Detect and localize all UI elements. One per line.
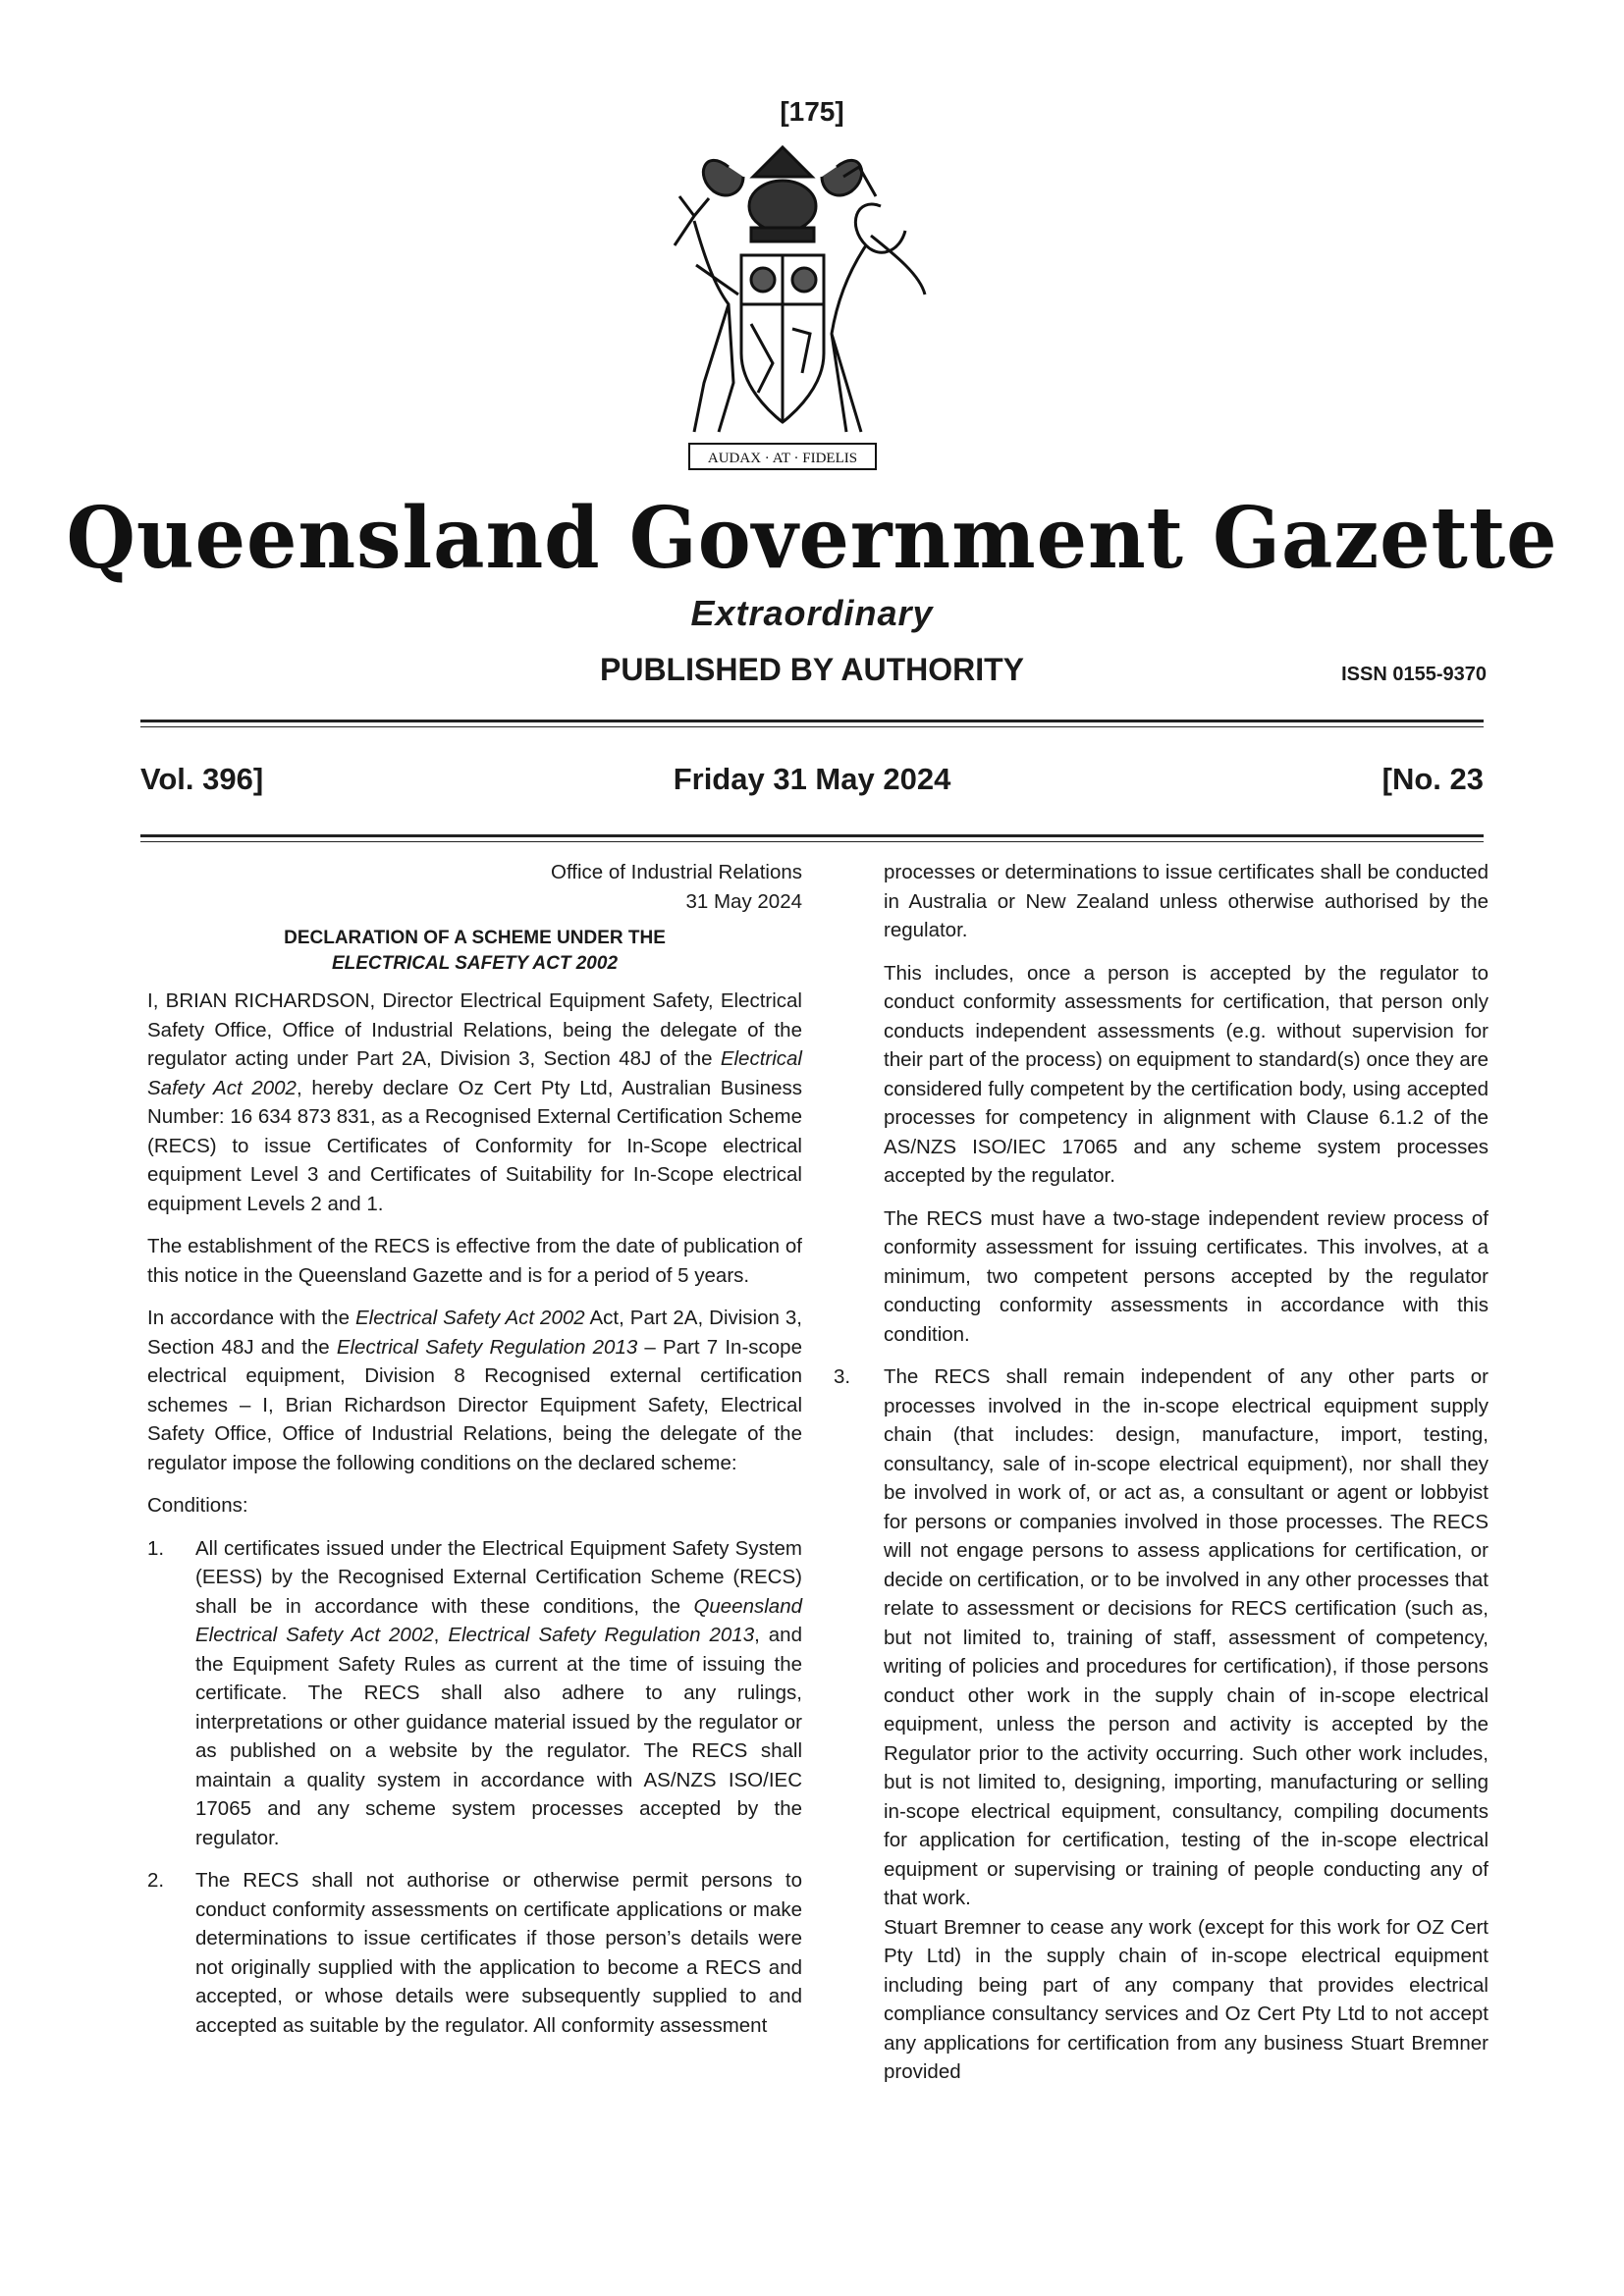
paragraph-accordance: In accordance with the Electrical Safety Act 2002 Act, Part 2A, Division 3, Section 48J and the Electrical Safety Regulation 2013 – Part 7 In-scope electrical equipment, Division 8 Recognised external certification schemes – I, Brian Richardson Director Equipment Safety, Electrical Safety Office, Office of Industrial Relations, being the delegate of the regulator impose the following conditions on the declared scheme: [147,1307,802,1474]
issue-info-row [140,762,1484,805]
header-divider-bottom [140,834,1484,837]
crest-motto: AUDAX · AT · FIDELIS [707,451,858,466]
right-column [834,858,1489,2087]
condition-2-competency: This includes, once a person is accepted by the regulator to conduct conformity assessments for certification, that person only conducts independent assessments (e.g. without supervision for their part of the process) on equipment to standard(s) once they are considered fully competent by the certification body, using accepted processes for competency in alignment with Clause 6.1.2 of the AS/NZS ISO/IEC 17065 and any scheme system processes accepted by the regulator. [884,961,1489,1187]
condition-2-continued: processes or determinations to issue certificates shall be conducted in Australia or New Zealand unless otherwise authorised by the regulator. [884,861,1489,941]
paragraph-establishment: The establishment of the RECS is effective from the date of publication of this notice in the Queensland Gazette and is for a period of 5 years. [147,1235,802,1287]
condition-number: 3. [834,1365,851,1388]
condition-2: 2. The RECS shall not authorise or otherwise permit persons to conduct conformity assessments on certificate applications or make determinations to issue certificates if those person’s details were not originally supplied with the application to become a RECS and accepted, or whose details were subsequently supplied to and accepted as suitable by the regulator. All conformity assessment [147,1866,802,2040]
header-divider-top [140,720,1484,722]
condition-2-review: The RECS must have a two-stage independent review process of conformity assessment for issuing certificates. This involves, at a minimum, two competent persons accepted by the regulator conducting conformity assessments in accordance with this condition. [884,1206,1489,1346]
condition-3: 3. The RECS shall remain independent of any other parts or processes involved in the in-scope electrical equipment supply chain (that includes: design, manufacture, import, testing, consultancy, sale of in-scope electrical equipment), nor shall they be involved in work of, or act as, a consultant or agent or lobbyist for persons or companies involved in those processes. The RECS will not engage persons to assess applications for certification, or decide on certification, or to be involved in any other processes that relate to assessment or decisions for RECS certification (such as, but not limited to, training of staff, assessment of competency, writing of policies and procedures for certification), if those persons conduct other work in the supply chain of in-scope electrical equipment, unless the person and activity is accepted by the Regulator prior to the activity occurring. Such other work includes, but is not limited to, designing, importing, manufacturing or selling in-scope electrical equipment, consultancy, compiling documents for application for certification, testing of the in-scope electrical equipment or supervising or training of people conducting any of that work. [884,1362,1489,1913]
condition-number: 1. [147,1536,165,1560]
coat-of-arms-icon [635,137,930,481]
notice-act-title: ELECTRICAL SAFETY ACT 2002 [331,953,619,974]
volume-number: Vol. 396] [140,762,264,796]
notice-office: Office of Industrial Relations [551,861,802,883]
published-by-authority: PUBLISHED BY AUTHORITY [599,652,1025,687]
paragraph-declaration: I, BRIAN RICHARDSON, Director Electrical Equipment Safety, Electrical Safety Office, Office of Industrial Relations, being the delegate of the regulator acting under Part 2A, Division 3, Section 48J of the Electrical Safety Act 2002, hereby declare Oz Cert Pty Ltd, Australian Business Number: 16 634 873 831, as a Recognised External Certification Scheme (RECS) to issue Certificates of Conformity for In-Scope electrical equipment Level 3 and Certificates of Suitability for In-Scope electrical equipment Levels 2 and 1. [147,989,802,1215]
condition-1: 1. All certificates issued under the Electrical Equipment Safety System (EESS) by the Recognised External Certification Scheme (RECS) shall be in accordance with these conditions, the Queensland Electrical Safety Act 2002, Electrical Safety Regulation 2013, and the Equipment Safety Rules as current at the time of issuing the certificate. The RECS shall also adhere to any rulings, interpretations or other guidance material issued by the regulator or as published on a website by the regulator. The RECS shall maintain a quality system in accordance with AS/NZS ISO/IEC 17065 and any scheme system processes accepted by the regulator. [147,1534,802,1853]
gazette-subtitle: Extraordinary [690,593,934,633]
left-column [147,858,802,2054]
page-number: [175] [780,96,844,127]
conditions-label: Conditions: [147,1494,248,1517]
notice-date: 31 May 2024 [685,889,802,913]
notice-title: DECLARATION OF A SCHEME UNDER THE [284,928,666,948]
condition-3-bremner: Stuart Bremner to cease any work (except for this work for OZ Cert Pty Ltd) in the supply chain of in-scope electrical equipment including being part of any company that provides electrical compliance consultancy services and Oz Cert Pty Ltd to not accept any applications for certification from any business Stuart Bremner provided [884,1915,1489,2083]
issn-number: ISSN 0155-9370 [1341,664,1487,685]
issue-date: Friday 31 May 2024 [673,762,951,796]
gazette-title: Queensland Government Gazette [66,489,1558,588]
condition-number: 2. [147,1869,165,1892]
issue-number: [No. 23 [1381,762,1484,796]
